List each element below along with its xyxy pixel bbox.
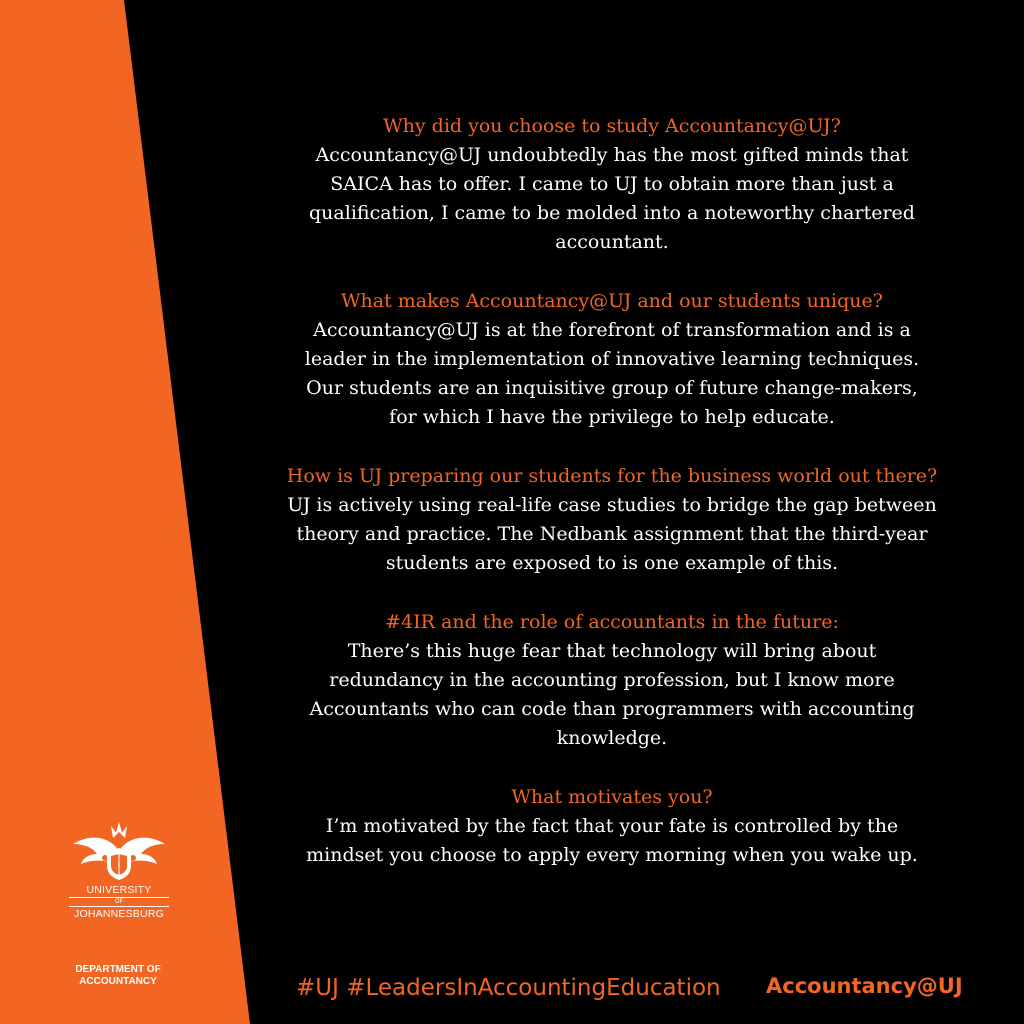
logo-of-text: OF bbox=[69, 897, 169, 907]
question-heading: How is UJ preparing our students for the business world out there? bbox=[286, 465, 938, 487]
answer-text: UJ is actively using real-life case studies to bridge the gap between theory and practice. The Nedbank assignment that the third-year students are exposed to is one example of this. bbox=[287, 494, 937, 574]
department-line-1: DEPARTMENT OF bbox=[75, 964, 161, 975]
qa-section bbox=[262, 783, 962, 870]
department-label bbox=[50, 964, 186, 988]
question-heading: Why did you choose to study Accountancy@UJ? bbox=[383, 115, 841, 137]
question-heading: #4IR and the role of accountants in the future: bbox=[385, 611, 839, 633]
logo-university-text: UNIVERSITY bbox=[86, 884, 152, 896]
university-logo bbox=[60, 818, 178, 920]
answer-text: I’m motivated by the fact that your fate is controlled by the mindset you choose to apply every morning when you wake up. bbox=[306, 815, 918, 866]
department-line-2: ACCOUNTANCY bbox=[79, 976, 157, 987]
footer-hashtags: #UJ #LeadersInAccountingEducation bbox=[296, 975, 721, 1001]
answer-text: Accountancy@UJ is at the forefront of transformation and is a leader in the implementation of innovative learning techniques. Our students are an inquisitive group of future change-makers, for which I have the privilege to help educate. bbox=[304, 319, 920, 428]
qa-section bbox=[262, 287, 962, 432]
qa-section bbox=[262, 462, 962, 578]
qa-content bbox=[262, 112, 962, 900]
question-heading: What motivates you? bbox=[511, 786, 713, 808]
footer-brand: Accountancy@UJ bbox=[766, 974, 963, 998]
qa-section bbox=[262, 112, 962, 257]
qa-section bbox=[262, 608, 962, 753]
answer-text: There’s this huge fear that technology will bring about redundancy in the accounting profession, but I know more Accountants who can code than programmers with accounting knowledge. bbox=[309, 640, 915, 749]
question-heading: What makes Accountancy@UJ and our students unique? bbox=[341, 290, 883, 312]
logo-johannesburg-text: JOHANNESBURG bbox=[74, 908, 164, 920]
answer-text: Accountancy@UJ undoubtedly has the most gifted minds that SAICA has to offer. I came to UJ to obtain more than just a qualification, I came to be molded into a noteworthy chartered accountant. bbox=[309, 144, 915, 253]
uj-emblem-icon bbox=[67, 818, 171, 884]
